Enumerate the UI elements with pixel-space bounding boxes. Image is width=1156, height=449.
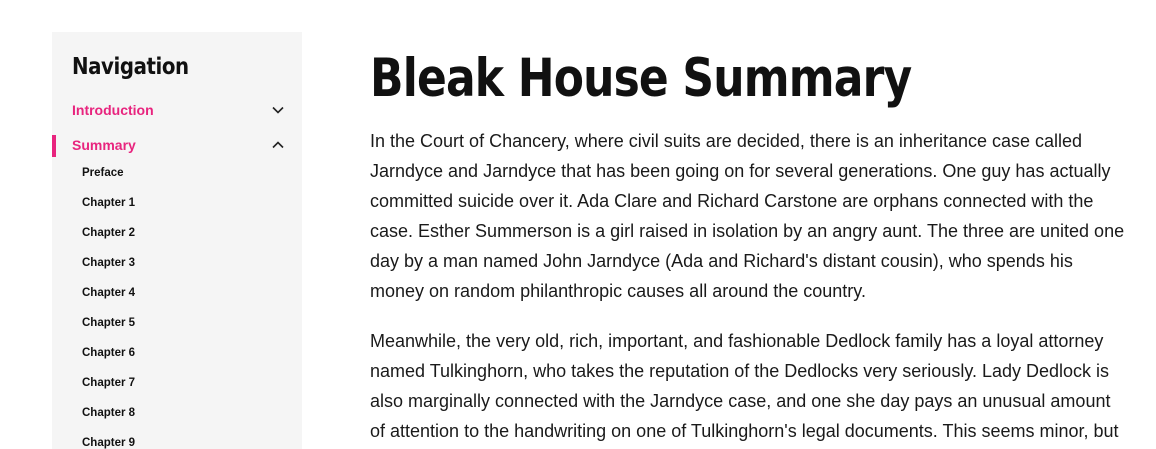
chapter-link-9[interactable]: Chapter 9 xyxy=(82,437,136,449)
nav-section-introduction[interactable] xyxy=(52,99,302,123)
page-title: Bleak House Summary xyxy=(370,48,912,109)
nav-title: Navigation xyxy=(72,54,189,80)
nav-section-label: Introduction xyxy=(72,102,154,118)
chevron-up-icon[interactable] xyxy=(271,140,285,150)
main-content xyxy=(370,40,1130,441)
sidebar-navigation xyxy=(52,32,302,449)
summary-paragraph: Meanwhile, the very old, rich, important, and fashionable Dedlock family has a loyal attorney named Tulkinghorn, who takes the reputation of the Dedlocks very seriously. Lady Dedlock is also marginally connected with the Jarndyce case, and one she day pays an unusual amount of attention to the handwriting on one of Tulkinghorn's legal documents. This seems minor, but xyxy=(370,331,1119,441)
chapter-link-7[interactable]: Chapter 7 xyxy=(82,377,136,389)
chapter-link-8[interactable]: Chapter 8 xyxy=(82,407,136,419)
chevron-down-icon[interactable] xyxy=(271,105,285,115)
chapter-link-2[interactable]: Chapter 2 xyxy=(82,227,136,239)
chapter-link-preface[interactable]: Preface xyxy=(82,167,124,179)
summary-paragraph: In the Court of Chancery, where civil suits are decided, there is an inheritance case called Jarndyce and Jarndyce that has been going on for several generations. One guy has actually committed suicide over it. Ada Clare and Richard Carstone are orphans connected with the case. Esther Summerson is a girl raised in isolation by an angry aunt. The three are united one day by a man named John Jarndyce (Ada and Richard's distant cousin), who spends his money on random philanthropic causes all around the country. xyxy=(370,131,1125,301)
chapter-link-5[interactable]: Chapter 5 xyxy=(82,317,136,329)
chapter-link-3[interactable]: Chapter 3 xyxy=(82,257,136,269)
nav-section-label: Summary xyxy=(72,137,136,153)
nav-section-summary[interactable] xyxy=(52,134,302,158)
chapter-link-1[interactable]: Chapter 1 xyxy=(82,197,136,209)
chapter-link-4[interactable]: Chapter 4 xyxy=(82,287,136,299)
chapter-link-6[interactable]: Chapter 6 xyxy=(82,347,136,359)
